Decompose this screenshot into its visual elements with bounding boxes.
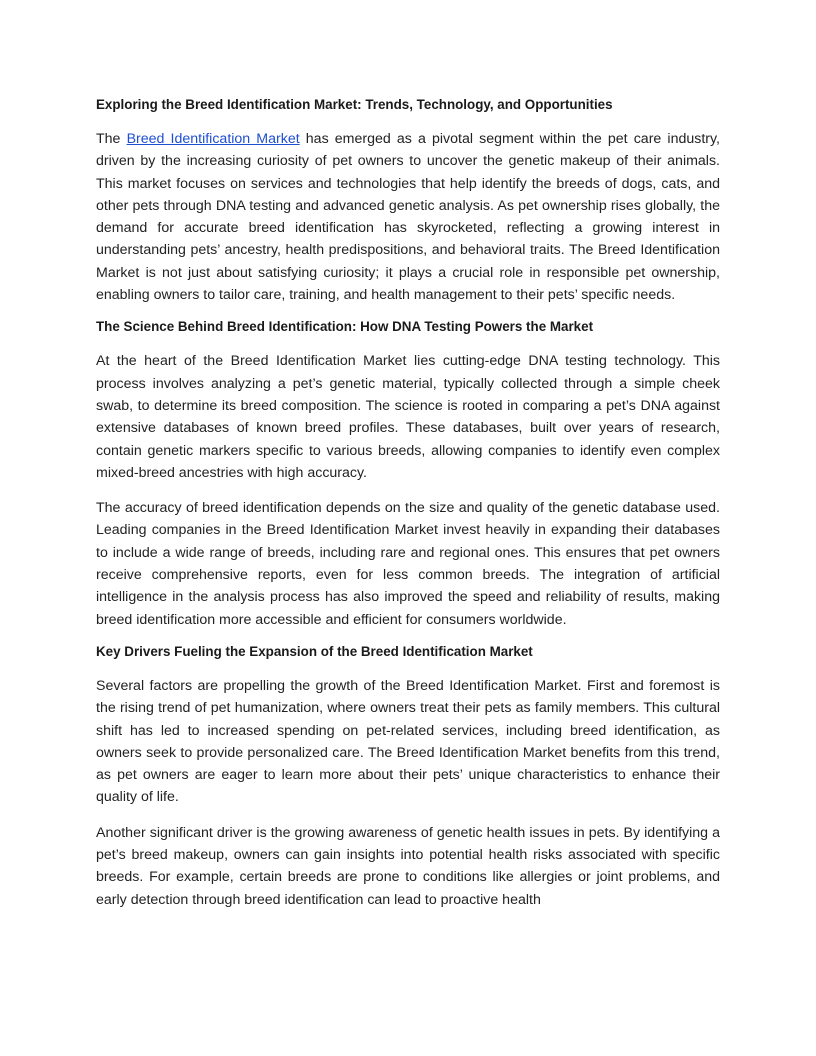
drivers-paragraph-2: Another significant driver is the growing awareness of genetic health issues in pets. By identifying a pet’s breed makeup, owners can gain insights into potential health risks associated with specific breeds. For example, certain breeds are prone to conditions like allergies or joint problems, and early detection through breed identification can lead to proactive health (96, 824, 720, 908)
science-paragraph-1: At the heart of the Breed Identification Market lies cutting-edge DNA testing technology. This process involves analyzing a pet’s genetic material, typically collected through a simple cheek swab, to determine its breed composition. The science is rooted in comparing a pet’s DNA against extensive databases of known breed profiles. These databases, built over years of research, contain genetic markers specific to various breeds, allowing companies to identify even complex mixed-breed ancestries with high accuracy. (96, 353, 720, 481)
intro-lead: The (96, 131, 127, 147)
heading-science: The Science Behind Breed Identification: How DNA Testing Powers the Market (96, 319, 594, 335)
drivers-paragraph-1: Several factors are propelling the growth of the Breed Identification Market. First and foremost is the rising trend of pet humanization, where owners treat their pets as family members. This cultural shift has led to increased spending on pet-related services, including breed identification, as owners seek to provide personalized care. The Breed Identification Market benefits from this trend, as pet owners are eager to learn more about their pets’ unique characteristics to enhance their quality of life. (96, 677, 720, 806)
breed-identification-market-link[interactable]: Breed Identification Market (126, 131, 300, 147)
heading-drivers: Key Drivers Fueling the Expansion of the Breed Identification Market (96, 643, 533, 659)
intro-paragraph (96, 128, 720, 306)
heading-exploring: Exploring the Breed Identification Market: Trends, Technology, and Opportunities (96, 97, 613, 112)
intro-rest: has emerged as a pivotal segment within the pet care industry, driven by the increasing curiosity of pet owners to uncover the genetic makeup of their animals. This market focuses on services and technologies that help identify the breeds of dogs, cats, and other pets through DNA testing and advanced genetic analysis. As pet ownership rises globally, the demand for accurate breed identification has skyrocketed, reflecting a growing interest in understanding pets’ ancestry, health predispositions, and behavioral traits. The Breed Identification Market is not just about satisfying curiosity; it plays a crucial role in responsible pet ownership, enabling owners to tailor care, training, and health management to their pets’ specific needs. (96, 131, 720, 304)
science-paragraph-2: The accuracy of breed identification depends on the size and quality of the genetic database used. Leading companies in the Breed Identification Market invest heavily in expanding their databases to include a wide range of breeds, including rare and regional ones. This ensures that pet owners receive comprehensive reports, even for less common breeds. The integration of artificial intelligence in the analysis process has also improved the speed and reliability of results, making breed identification more accessible and efficient for consumers worldwide. (96, 500, 720, 628)
document-page (96, 94, 720, 911)
